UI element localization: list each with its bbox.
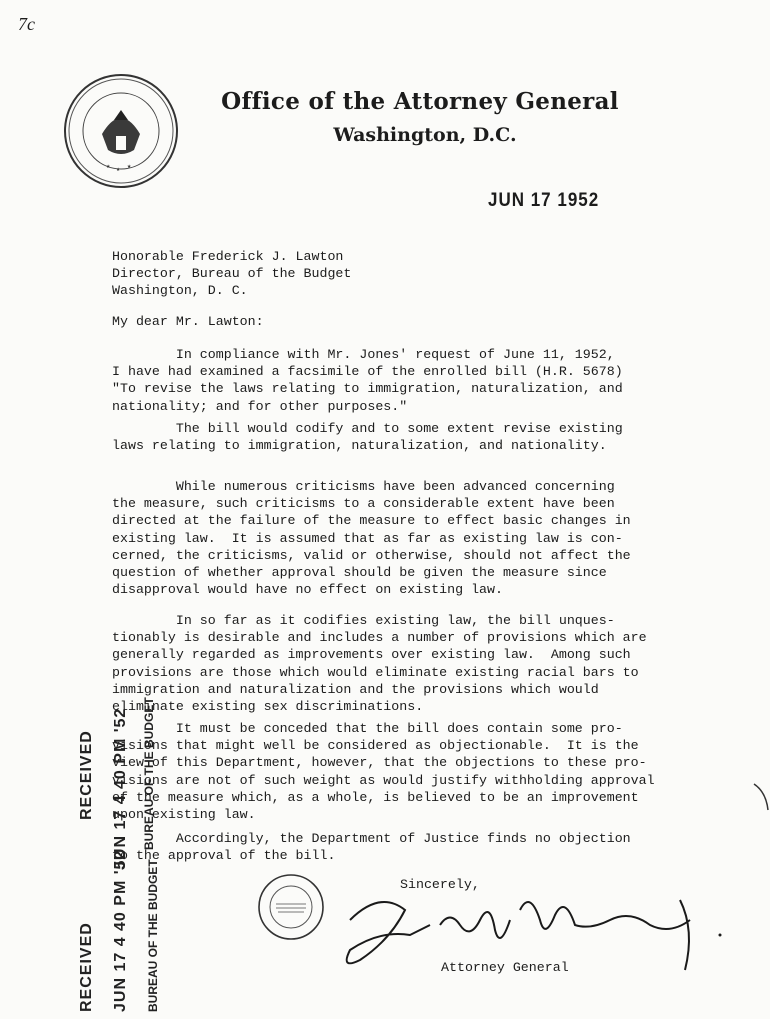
- received-stamp-office-1: BUREAU OF THE BUDGET: [142, 697, 156, 850]
- received-stamp-label-1: RECEIVED: [78, 730, 95, 820]
- page-edge-mark: [752, 782, 770, 812]
- signer-title: Attorney General: [441, 960, 569, 975]
- svg-text:★: ★: [116, 166, 121, 174]
- closing: Sincerely,: [400, 877, 480, 892]
- received-stamp-time-1: JUN 17 4 40 PM '52: [112, 707, 129, 870]
- date-stamp: JUN 17 1952: [488, 188, 600, 211]
- recipient-address: Honorable Frederick J. Lawton Director, Bureau of the Budget Washington, D. C.: [112, 249, 352, 299]
- corner-file-mark: 7c: [18, 14, 35, 34]
- received-stamp-time-2: JUN 17 4 40 PM '52: [112, 849, 129, 1012]
- truman-library-stamp: [256, 872, 326, 942]
- salutation: My dear Mr. Lawton:: [112, 314, 264, 329]
- received-stamp-office-2: BUREAU OF THE BUDGET: [146, 859, 160, 1012]
- letterhead-city: Washington, D.C.: [333, 124, 517, 146]
- paragraph-6: Accordingly, the Department of Justice finds no objection to the approval of the bill.: [112, 831, 631, 864]
- received-stamp-label-2: RECEIVED: [78, 922, 95, 1012]
- svg-text:★: ★: [106, 163, 111, 171]
- paragraph-2: The bill would codify and to some extent revise existing laws relating to immigration, naturalization, and nationality.: [112, 421, 623, 454]
- letterhead-office: Office of the Attorney General: [221, 88, 619, 115]
- svg-text:★: ★: [127, 163, 132, 171]
- paragraph-3: While numerous criticisms have been advanced concerning the measure, such criticisms to a considerable extent have been directed at the failure of the measure to effect basic changes in existing law. It is assumed that as far as existing law is con- cerned, the criticisms, valid or otherwise, should not affect the question of whether approval should be given the measure since disapproval would have no effect on existing law.: [112, 479, 631, 598]
- paragraph-4: In so far as it codifies existing law, the bill unques- tionably is desirable and includes a number of provisions which are generally regarded as improvements over existing law. Among such provisions are those which would eliminate existing racial bars to immigration and naturalization and the provisions which would eliminate existing sex discriminations.: [112, 613, 647, 715]
- paragraph-1: In compliance with Mr. Jones' request of June 11, 1952, I have had examined a facsimile of the enrolled bill (H.R. 5678) "To revise the laws relating to immigration, naturalization, and nationality; and for other purposes.": [112, 347, 623, 414]
- paragraph-5: It must be conceded that the bill does contain some pro- visions that might well be considered as objectionable. It is the view of this Department, however, that the objections to these pro- visions are not of such weight as would justify withholding approval of the measure which, as a whole, is believed to be an improvement upon existing law.: [112, 721, 655, 823]
